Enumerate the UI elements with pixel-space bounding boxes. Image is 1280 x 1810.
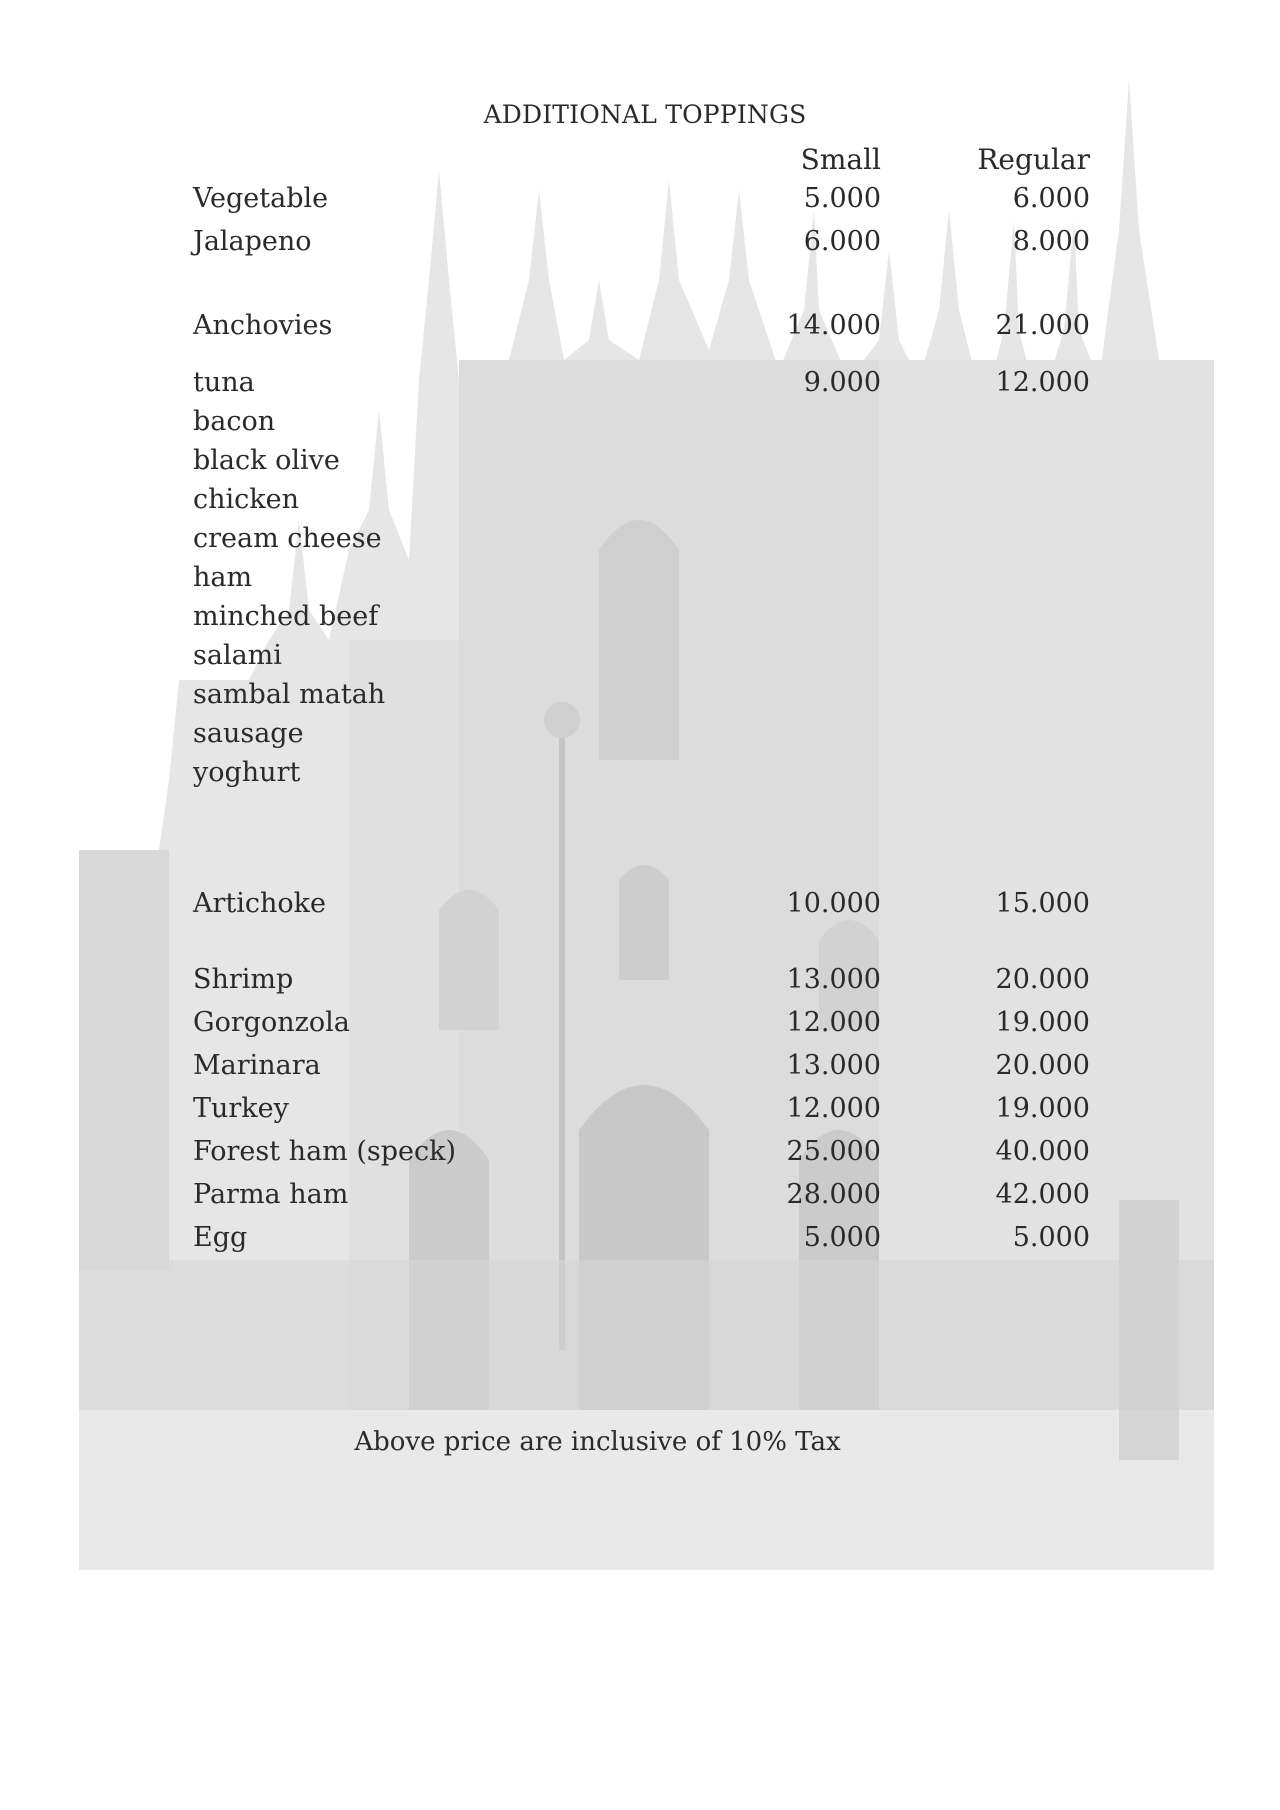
topping-name: Anchovies	[193, 310, 333, 341]
topping-row	[0, 484, 1280, 520]
price-regular: 20.000	[995, 964, 1090, 995]
topping-name: cream cheese	[193, 523, 382, 554]
topping-row	[0, 640, 1280, 676]
topping-row	[0, 445, 1280, 481]
price-small: 25.000	[786, 1136, 881, 1167]
topping-name: ham	[193, 562, 253, 593]
topping-row	[0, 1136, 1280, 1172]
topping-name: chicken	[193, 484, 299, 515]
topping-name: Turkey	[193, 1093, 289, 1124]
price-small: 13.000	[786, 1050, 881, 1081]
topping-name: Gorgonzola	[193, 1007, 350, 1038]
price-regular: 8.000	[1012, 226, 1090, 257]
topping-row	[0, 1050, 1280, 1086]
topping-row	[0, 310, 1280, 346]
topping-name: black olive	[193, 445, 340, 476]
topping-name: Vegetable	[193, 183, 329, 214]
topping-name: tuna	[193, 367, 255, 398]
price-small: 12.000	[786, 1007, 881, 1038]
tax-note: Above price are inclusive of 10% Tax	[354, 1427, 841, 1457]
price-small: 6.000	[803, 226, 881, 257]
topping-row	[0, 523, 1280, 559]
topping-row	[0, 679, 1280, 715]
column-header-small: Small	[800, 143, 881, 176]
topping-row	[0, 888, 1280, 924]
topping-name: Artichoke	[193, 888, 326, 919]
price-regular: 19.000	[995, 1093, 1090, 1124]
topping-row	[0, 406, 1280, 442]
topping-row	[0, 367, 1280, 403]
topping-row	[0, 1007, 1280, 1043]
price-small: 28.000	[786, 1179, 881, 1210]
topping-row	[0, 601, 1280, 637]
price-regular: 6.000	[1012, 183, 1090, 214]
topping-row	[0, 1093, 1280, 1129]
price-regular: 12.000	[995, 367, 1090, 398]
topping-name: sausage	[193, 718, 304, 749]
topping-name: Marinara	[193, 1050, 321, 1081]
topping-name: Shrimp	[193, 964, 294, 995]
price-small: 5.000	[803, 183, 881, 214]
price-small: 9.000	[803, 367, 881, 398]
price-regular: 5.000	[1012, 1222, 1090, 1253]
topping-row	[0, 757, 1280, 793]
topping-name: Egg	[193, 1222, 248, 1253]
price-regular: 21.000	[995, 310, 1090, 341]
price-small: 12.000	[786, 1093, 881, 1124]
price-regular: 15.000	[995, 888, 1090, 919]
page-title: ADDITIONAL TOPPINGS	[483, 100, 807, 129]
topping-name: salami	[193, 640, 282, 671]
topping-name: Forest ham (speck)	[193, 1136, 457, 1167]
price-regular: 20.000	[995, 1050, 1090, 1081]
topping-row	[0, 1179, 1280, 1215]
topping-name: sambal matah	[193, 679, 386, 710]
price-regular: 40.000	[995, 1136, 1090, 1167]
price-small: 5.000	[803, 1222, 881, 1253]
topping-name: yoghurt	[193, 757, 301, 788]
price-regular: 42.000	[995, 1179, 1090, 1210]
price-small: 14.000	[786, 310, 881, 341]
price-regular: 19.000	[995, 1007, 1090, 1038]
cathedral-background-image	[79, 80, 1214, 1570]
price-small: 10.000	[786, 888, 881, 919]
topping-row	[0, 183, 1280, 219]
topping-row	[0, 226, 1280, 262]
topping-name: Jalapeno	[193, 226, 312, 257]
topping-row	[0, 718, 1280, 754]
price-small: 13.000	[786, 964, 881, 995]
topping-row	[0, 562, 1280, 598]
topping-row	[0, 1222, 1280, 1258]
topping-name: minched beef	[193, 601, 379, 632]
topping-row	[0, 964, 1280, 1000]
topping-name: bacon	[193, 406, 276, 437]
topping-name: Parma ham	[193, 1179, 349, 1210]
column-header-regular: Regular	[977, 143, 1090, 176]
